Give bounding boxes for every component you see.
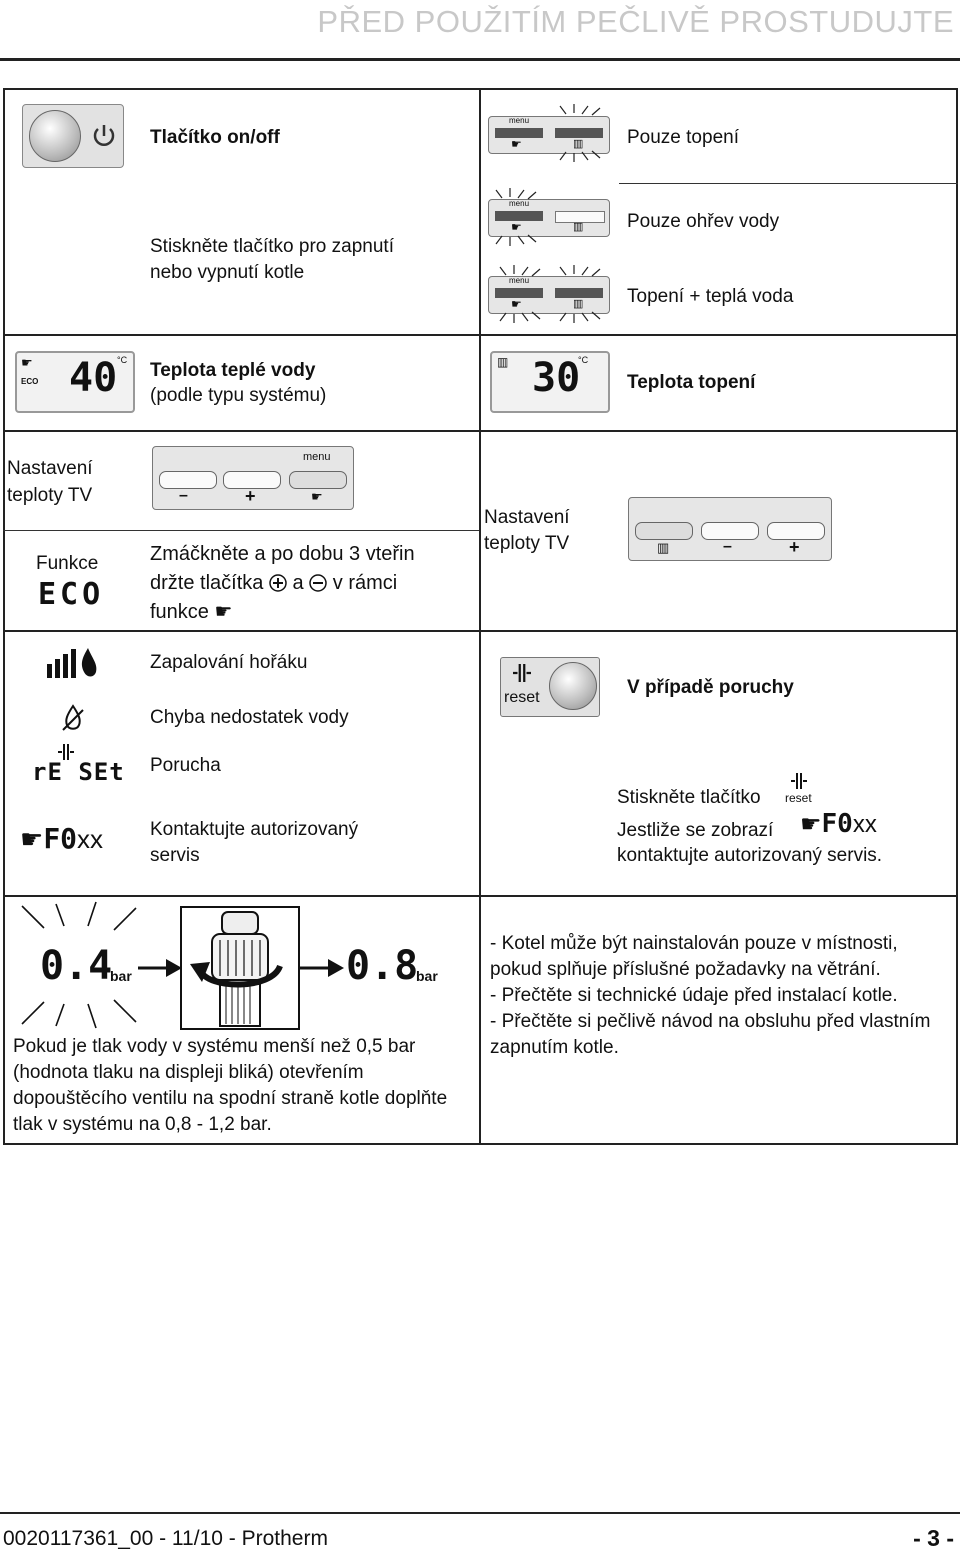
- fault-code-suffix: xx: [77, 824, 104, 854]
- eco-desc-text: funkce: [150, 601, 209, 623]
- fault-label: Porucha: [150, 755, 221, 776]
- mode-both-label: Topení + teplá voda: [627, 286, 794, 307]
- fault-code-segment: F0: [821, 809, 853, 839]
- if-shown-text: Jestliže se zobrazí: [617, 820, 774, 841]
- menu-label: menu: [509, 199, 530, 208]
- pressure-ok-value: 0.8: [346, 943, 419, 989]
- radiator-icon: ▥: [573, 298, 584, 310]
- tap-icon: ☛: [21, 355, 33, 370]
- menu-key[interactable]: [289, 471, 347, 489]
- eco-desc-line-1: Zmáčkněte a po dobu 3 vteřin: [150, 543, 415, 565]
- ch-temp-value: 30: [532, 355, 581, 401]
- table-column-divider: [479, 88, 481, 1145]
- radiator-icon: ▥: [497, 355, 509, 369]
- onoff-button[interactable]: [29, 110, 81, 162]
- dhw-display: [15, 351, 135, 413]
- eco-badge: ECO: [21, 377, 39, 386]
- reset-icon: [58, 744, 74, 760]
- eco-desc-text: a: [292, 572, 304, 594]
- right-arrow-icon: [300, 956, 344, 980]
- minus-key[interactable]: [159, 471, 217, 489]
- ignition-label: Zapalování hořáku: [150, 652, 308, 673]
- right-arrow-icon: [138, 956, 182, 980]
- fault-code-display: [20, 822, 103, 855]
- ch-setting-label: Nastavení teploty TV: [484, 507, 570, 554]
- tap-icon: ☛: [214, 601, 233, 623]
- press-reset-text: Stiskněte tlačítko: [617, 787, 761, 808]
- water-lack-label: Chyba nedostatek vody: [150, 707, 349, 728]
- dhw-temp-subtitle: (podle typu systému): [150, 385, 327, 406]
- row-divider: [3, 895, 958, 897]
- eco-desc-line-3: [150, 598, 415, 627]
- ch-display: [490, 351, 610, 413]
- tap-icon: ☛: [800, 811, 822, 838]
- menu-label: menu: [509, 116, 530, 125]
- eco-desc-text: držte tlačítka: [150, 572, 264, 594]
- unit-label: °C: [578, 355, 589, 365]
- fault-title: V případě poruchy: [627, 677, 794, 698]
- ch-setting-panel: [628, 497, 832, 561]
- plus-label: +: [789, 537, 800, 557]
- minus-circle-icon: [309, 574, 327, 592]
- blink-rays-icon: [488, 188, 548, 248]
- dhw-temp-title: Teplota teplé vody: [150, 360, 316, 381]
- reset-segment: rE SEt: [32, 758, 125, 786]
- document-id: 0020117361_00 - 11/10 - Protherm: [3, 1527, 328, 1550]
- tap-icon: ☛: [20, 824, 44, 854]
- radiator-icon: ▥: [657, 540, 670, 555]
- mode-divider: [619, 183, 958, 184]
- page-number: - 3 -: [913, 1525, 954, 1551]
- burner-ignition-icon: [46, 646, 98, 680]
- minus-label: –: [723, 538, 732, 555]
- unit-label: °C: [117, 355, 128, 365]
- fault-code-suffix: xx: [852, 811, 877, 838]
- reset-label: reset: [785, 791, 812, 805]
- page-header: PŘED POUŽITÍM PEČLIVĚ PROSTUDUJTE: [317, 4, 954, 39]
- blink-rays-icon: [552, 104, 612, 164]
- menu-label: menu: [303, 451, 331, 463]
- row-divider: [3, 334, 958, 336]
- minus-label: –: [179, 487, 188, 504]
- tap-icon: ☛: [511, 297, 522, 311]
- tap-icon: ☛: [511, 137, 522, 151]
- footer-rule: [0, 1512, 960, 1514]
- row-divider: [3, 430, 958, 432]
- onoff-description: Stiskněte tlačítko pro zapnutí nebo vypnutí kotle: [150, 236, 394, 283]
- contact-service-text: kontaktujte autorizovaný servis.: [617, 845, 883, 866]
- ch-temp-title: Teplota topení: [627, 372, 756, 393]
- bar-unit: bar: [416, 968, 438, 984]
- plus-circle-icon: [269, 574, 287, 592]
- pressure-low-value: 0.4: [40, 943, 113, 989]
- tap-icon: ☛: [311, 489, 323, 504]
- mode-heating-label: Pouze topení: [627, 127, 739, 148]
- header-rule: [0, 58, 960, 61]
- row-divider: [3, 630, 958, 632]
- radiator-icon: ▥: [573, 138, 584, 150]
- dhw-temp-value: 40: [69, 355, 118, 401]
- eco-desc-line-2: [150, 569, 415, 598]
- reset-button[interactable]: [549, 662, 597, 710]
- contact-label: Kontaktujte autorizovaný servis: [150, 819, 359, 866]
- water-drop-icon: [58, 703, 88, 733]
- radiator-icon: ▥: [573, 221, 584, 233]
- reset-icon: [791, 773, 807, 789]
- power-icon: [91, 123, 117, 149]
- eco-function-label: Funkce: [36, 553, 99, 574]
- dhw-setting-label: Nastavení teploty TV: [7, 458, 93, 506]
- mode-water-label: Pouze ohřev vody: [627, 211, 780, 232]
- pressure-instructions: Pokud je tlak vody v systému menší než 0,5 bar (hodnota tlaku na displeji bliká) otevřením dopouštěcího ventilu na spodní straně kotle doplňte tlak v systému na 0,8 - 1,2 bar.: [13, 1036, 448, 1135]
- reset-icon: [513, 664, 531, 682]
- eco-description: [150, 540, 415, 627]
- blink-rays-icon: [492, 265, 608, 325]
- eco-segment: ECO: [38, 577, 105, 612]
- tap-icon: ☛: [511, 220, 522, 234]
- bar-unit: bar: [110, 968, 132, 984]
- onoff-panel: [22, 104, 124, 168]
- setting-divider: [3, 530, 479, 531]
- eco-desc-text: v rámci: [332, 572, 398, 594]
- dhw-setting-panel: [152, 446, 354, 510]
- reset-label: reset: [504, 689, 540, 706]
- installation-notes: - Kotel může být nainstalován pouze v místnosti, pokud splňuje příslušné požadavky na větrání. - Přečtěte si technické údaje před instalací kotle. - Přečtěte si pečlivě návod na obsluhu před vlastním zapnutím kotle.: [490, 933, 931, 1058]
- fill-valve-icon: [180, 906, 300, 1030]
- fault-code-display: [800, 809, 877, 839]
- menu-label: menu: [509, 276, 530, 285]
- heating-key[interactable]: [635, 522, 693, 540]
- onoff-title: Tlačítko on/off: [150, 127, 280, 148]
- fault-code-segment: F0: [43, 822, 78, 855]
- plus-label: +: [245, 486, 256, 506]
- reset-panel: [500, 657, 600, 717]
